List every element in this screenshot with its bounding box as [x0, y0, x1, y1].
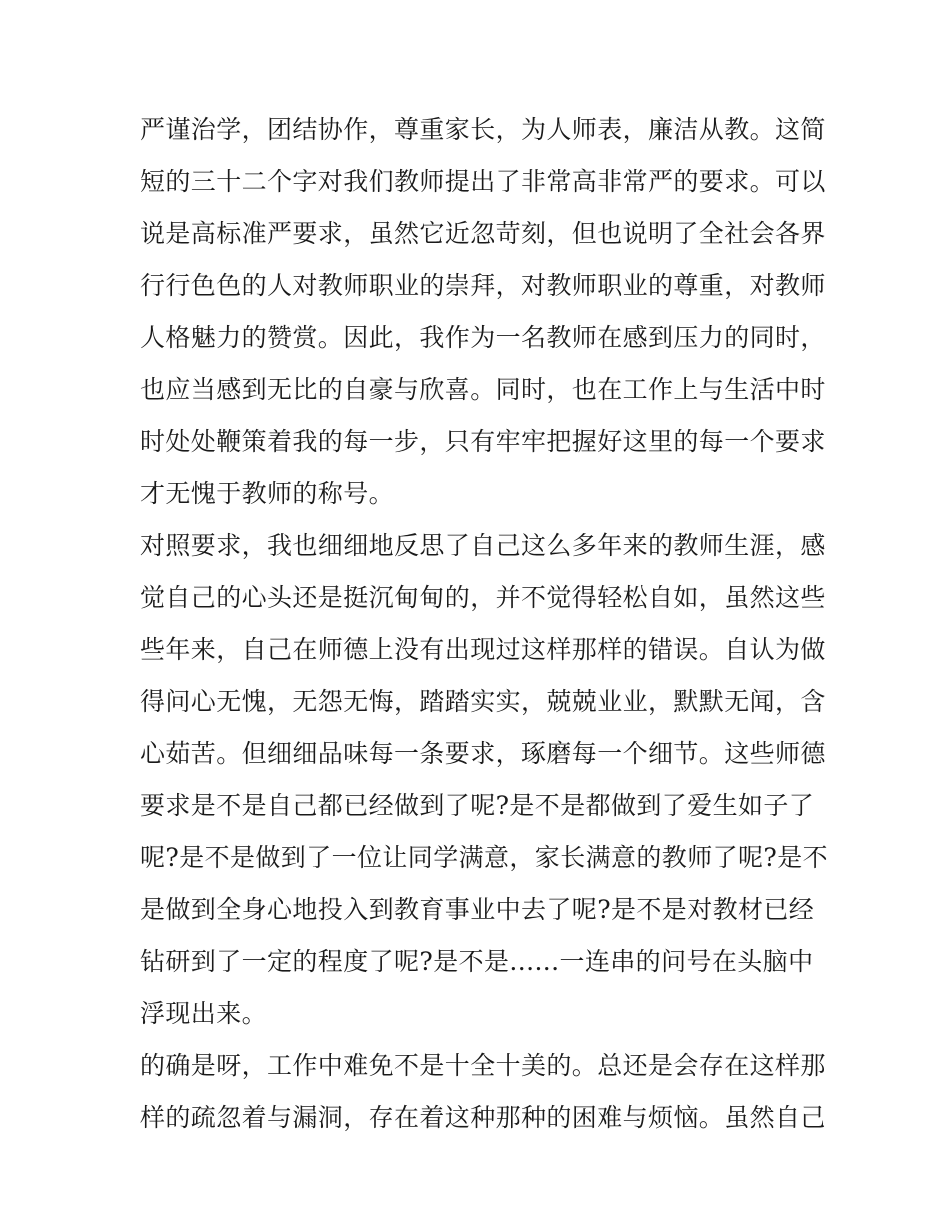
paragraph-2-line-9: 钻研到了一定的程度了呢?是不是......一连串的问号在头脑中	[140, 947, 814, 976]
paragraph-2-line-5: 心茹苦。但细细品味每一条要求，琢磨每一个细节。这些师德	[140, 739, 826, 768]
paragraph-2-line-2: 觉自己的心头还是挺沉甸甸的，并不觉得轻松自如，虽然这些	[140, 583, 826, 612]
paragraph-2-line-4: 得问心无愧，无怨无悔，踏踏实实，兢兢业业，默默无闻，含	[140, 687, 826, 716]
paragraph-1-line-5: 人格魅力的赞赏。因此，我作为一名教师在感到压力的同时，	[140, 323, 826, 352]
paragraph-3-line-2: 样的疏忽着与漏洞，存在着这种那种的困难与烦恼。虽然自己	[140, 1103, 826, 1132]
paragraph-1-line-1: 严谨治学，团结协作，尊重家长，为人师表，廉洁从教。这简	[140, 115, 826, 144]
paragraph-1-line-4: 行行色色的人对教师职业的崇拜，对教师职业的尊重，对教师	[140, 271, 826, 300]
paragraph-2-line-6: 要求是不是自己都已经做到了呢?是不是都做到了爱生如子了	[140, 791, 815, 820]
paragraph-1-line-6: 也应当感到无比的自豪与欣喜。同时，也在工作上与生活中时	[140, 375, 826, 404]
paragraph-1-line-2: 短的三十二个字对我们教师提出了非常高非常严的要求。可以	[140, 167, 826, 196]
paragraph-2-line-7: 呢?是不是做到了一位让同学满意，家长满意的教师了呢?是不	[140, 843, 829, 872]
paragraph-1-line-7: 时处处鞭策着我的每一步，只有牢牢把握好这里的每一个要求	[140, 427, 826, 456]
paragraph-1-line-3: 说是高标准严要求，虽然它近忽苛刻，但也说明了全社会各界	[140, 219, 826, 248]
paragraph-2-line-3: 些年来，自己在师德上没有出现过这样那样的错误。自认为做	[140, 635, 826, 664]
paragraph-2-line-10: 浮现出来。	[140, 999, 268, 1028]
paragraph-2-line-8: 是做到全身心地投入到教育事业中去了呢?是不是对教材已经	[140, 895, 815, 924]
paragraph-1-line-8: 才无愧于教师的称号。	[140, 479, 395, 508]
paragraph-2-line-1: 对照要求，我也细细地反思了自己这么多年来的教师生涯，感	[140, 531, 826, 560]
paragraph-3-line-1: 的确是呀，工作中难免不是十全十美的。总还是会存在这样那	[140, 1051, 826, 1080]
